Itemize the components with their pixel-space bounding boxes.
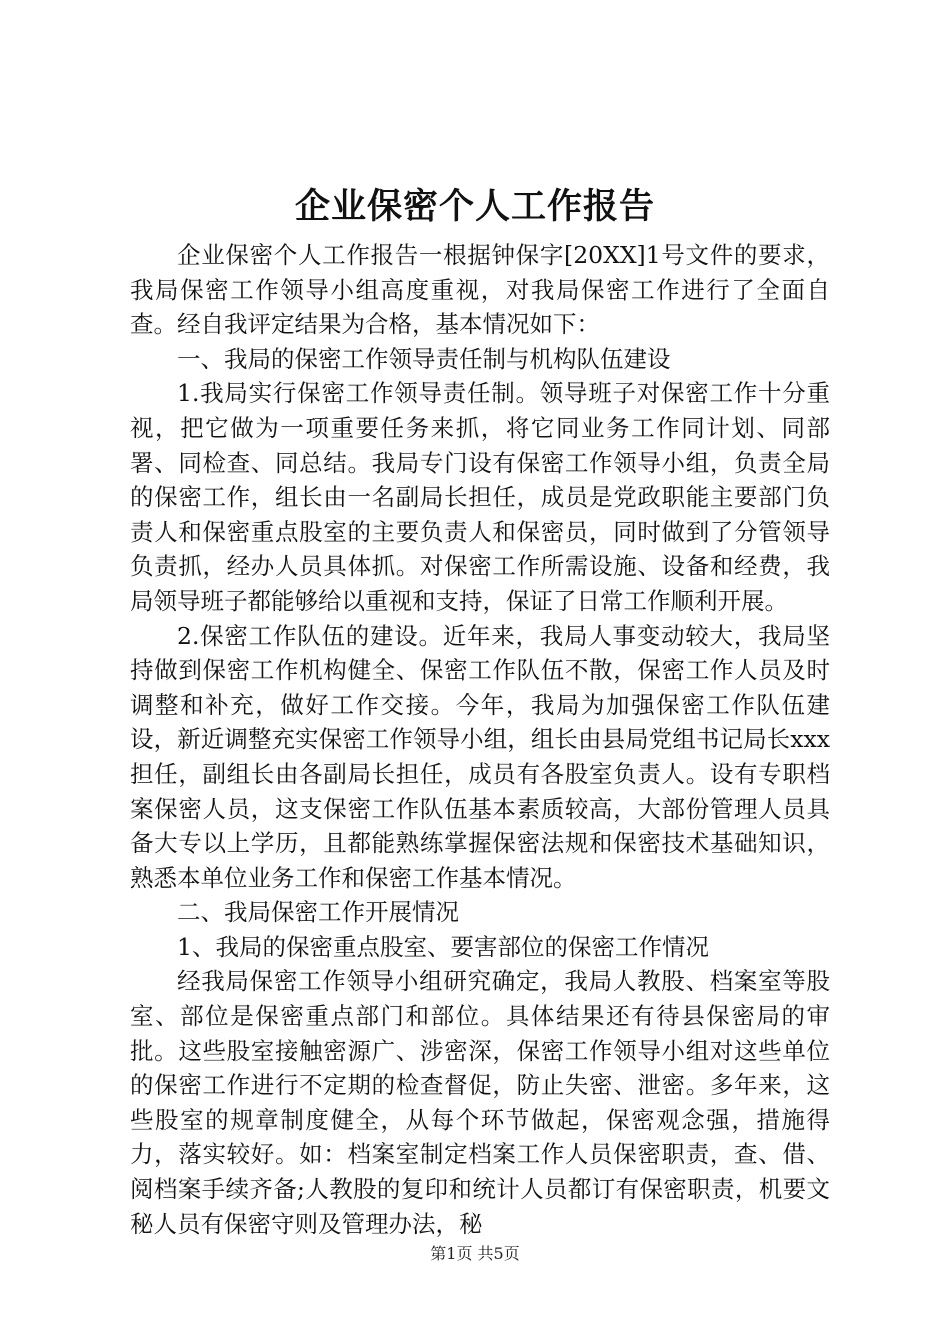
document-title: 企业保密个人工作报告 <box>294 186 655 227</box>
intro-paragraph: 企业保密个人工作报告一根据钟保字[20XX]1号文件的要求，我局保密工作领导小组高度重视，对我局保密工作进行了全面自查。经自我评定结果为合格，基本情况如下： <box>130 241 830 339</box>
document-body <box>130 238 830 1241</box>
body-paragraph: 经我局保密工作领导小组研究确定，我局人教股、档案室等股室、部位是保密重点部门和部位。具体结果还有待县保密局的审批。这些股室接触密源广、涉密深，保密工作领导小组对这些单位的保密工作进行不定期的检查督促，防止失密、泄密。多年来，这些股室的规章制度健全，从每个环节做起，保密观念强，措施得力，落实较好。如：档案室制定档案工作人员保密职责，查、借、阅档案手续齐备;人教股的复印和统计人员都订有保密职责，机要文秘人员有保密守则及管理办法，秘 <box>130 967 830 1238</box>
subsection-heading: 1、我局的保密重点股室、要害部位的保密工作情况 <box>177 932 709 961</box>
page-footer: 第1页 共5页 <box>430 1244 520 1263</box>
body-paragraph: 1.我局实行保密工作领导责任制。领导班子对保密工作十分重视，把它做为一项重要任务来抓，将它同业务工作同计划、同部署、同检查、同总结。我局专门设有保密工作领导小组，负责全局的保密工作，组长由一名副局长担任，成员是党政职能主要部门负责人和保密重点股室的主要负责人和保密员，同时做到了分管领导负责抓，经办人员具体抓。对保密工作所需设施、设备和经费，我局领导班子都能够给以重视和支持，保证了日常工作顺利开展。 <box>130 379 830 615</box>
body-paragraph: 2.保密工作队伍的建设。近年来，我局人事变动较大，我局坚持做到保密工作机构健全、保密工作队伍不散，保密工作人员及时调整和补充，做好工作交接。今年，我局为加强保密工作队伍建设，新近调整充实保密工作领导小组，组长由县局党组书记局长xxx担任，副组长由各副局长担任，成员有各股室负责人。设有专职档案保密人员，这支保密工作队伍基本素质较高，大部份管理人员具备大专以上学历，且都能熟练掌握保密法规和保密技术基础知识，熟悉本单位业务工作和保密工作基本情况。 <box>130 621 830 892</box>
section-heading-2: 二、我局保密工作开展情况 <box>177 898 459 927</box>
section-heading-1: 一、我局的保密工作领导责任制与机构队伍建设 <box>177 344 671 373</box>
